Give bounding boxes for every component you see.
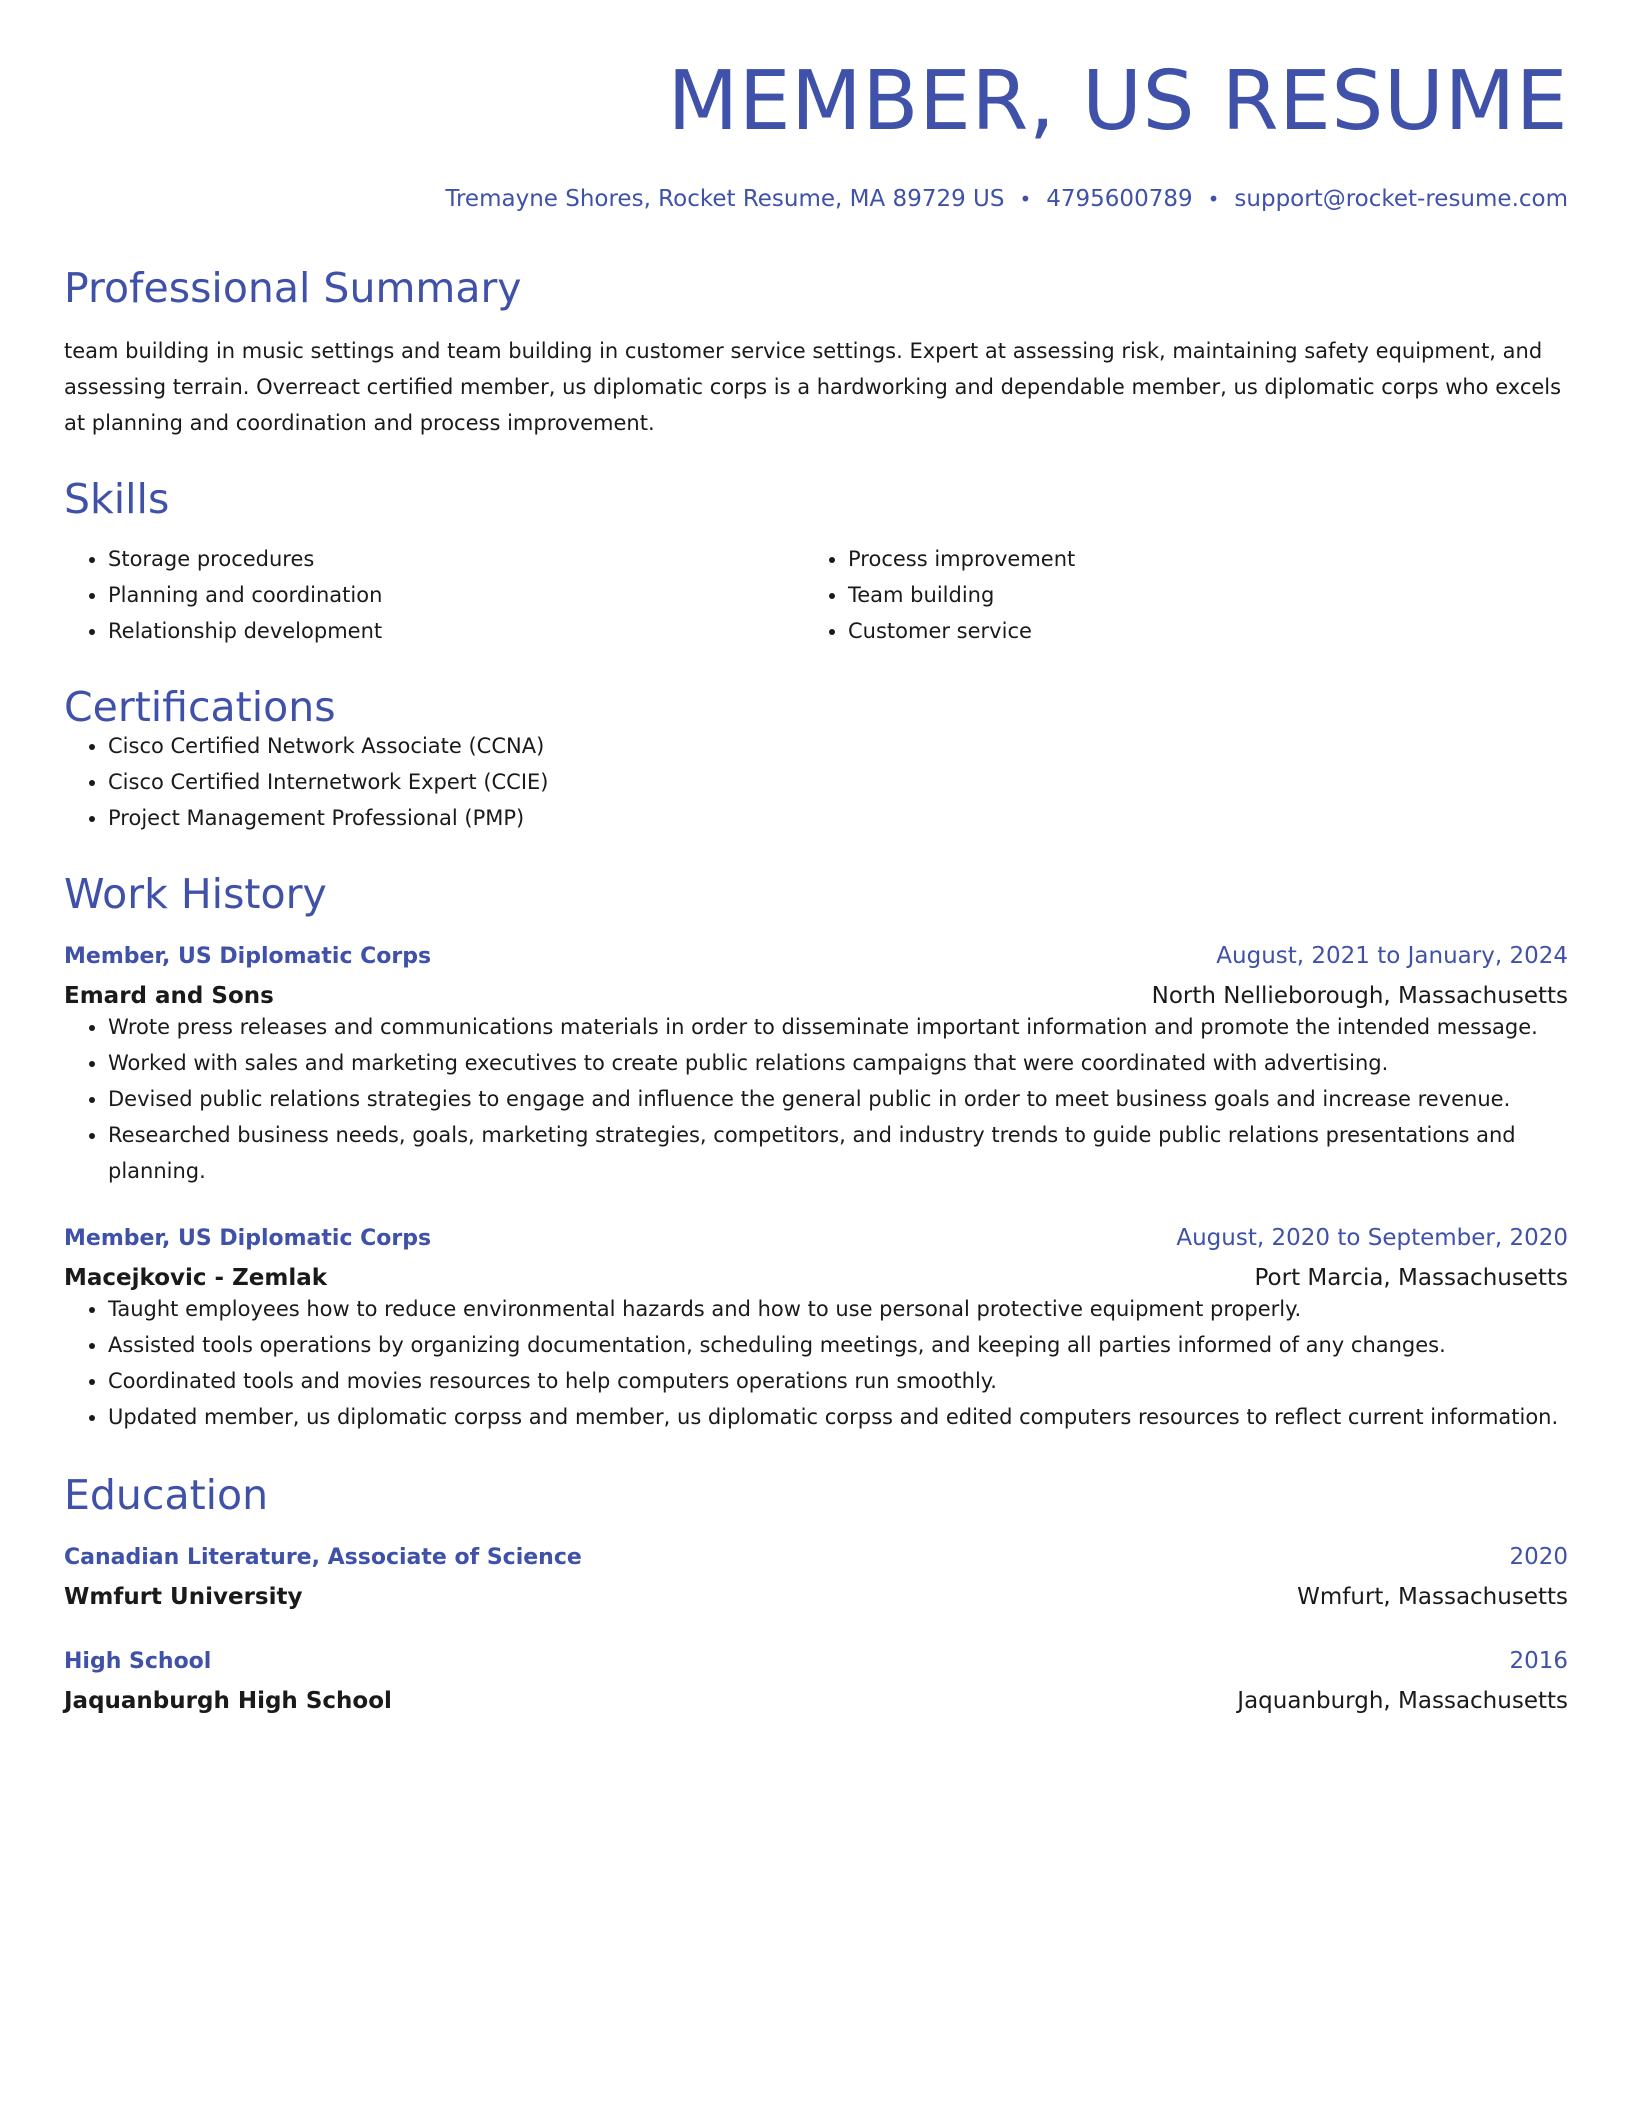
contact-line (64, 188, 1568, 211)
skill-item: • Customer service (848, 613, 1568, 649)
job-bullet: • Assisted tools operations by organizing documentation, scheduling meetings, and keeping all parties informed of any changes. (108, 1327, 1568, 1363)
skills-list-right (804, 541, 1568, 649)
education-year: 2016 (1509, 1648, 1568, 1674)
certification-item: • Cisco Certified Internetwork Expert (CCIE) (108, 764, 1568, 800)
job-company-row (64, 1265, 1568, 1291)
skills-section (64, 475, 1568, 649)
job-bullet: • Devised public relations strategies to engage and influence the general public in order to meet business goals and increase revenue. (108, 1081, 1568, 1117)
skill-item: • Process improvement (848, 541, 1568, 577)
education-section (64, 1471, 1568, 1714)
job-header-row (64, 1225, 1568, 1251)
job-location: North Nellieborough, Massachusetts (1151, 983, 1568, 1009)
education-school-row (64, 1688, 1568, 1714)
skills-grid (64, 541, 1568, 649)
education-degree: Canadian Literature, Associate of Science (64, 1545, 582, 1570)
job-entry (64, 1225, 1568, 1435)
section-title-summary: Professional Summary (64, 264, 522, 312)
skill-item: • Relationship development (108, 613, 804, 649)
section-title-skills: Skills (64, 475, 170, 523)
certification-item: • Cisco Certified Network Associate (CCNA) (108, 728, 1568, 764)
job-bullet: • Worked with sales and marketing executives to create public relations campaigns that were coordinated with advertising. (108, 1045, 1568, 1081)
contact-address: Tremayne Shores, Rocket Resume, MA 89729 US (445, 186, 1005, 212)
job-company-row (64, 983, 1568, 1009)
job-bullet: • Coordinated tools and movies resources to help computers operations run smoothly. (108, 1363, 1568, 1399)
job-location: Port Marcia, Massachusetts (1254, 1265, 1568, 1291)
education-entry (64, 1544, 1568, 1610)
contact-email: support@rocket-resume.com (1234, 186, 1568, 212)
job-bullet: • Wrote press releases and communications materials in order to disseminate important information and promote the intended message. (108, 1009, 1568, 1045)
job-bullet: • Researched business needs, goals, marketing strategies, competitors, and industry trends to guide public relations presentations and planning. (108, 1117, 1568, 1189)
job-bullets (64, 1291, 1568, 1435)
resume-header (64, 0, 1568, 211)
job-company: Macejkovic - Zemlak (64, 1265, 328, 1291)
job-dates: August, 2020 to September, 2020 (1176, 1225, 1568, 1251)
section-title-certifications: Certifications (64, 683, 336, 731)
summary-section (64, 264, 1568, 441)
education-header-row (64, 1648, 1568, 1674)
education-year: 2020 (1509, 1544, 1568, 1570)
certifications-list (64, 728, 1568, 836)
job-bullet: • Taught employees how to reduce environmental hazards and how to use personal protective equipment properly. (108, 1291, 1568, 1327)
education-location: Wmfurt, Massachusetts (1297, 1584, 1568, 1610)
education-degree: High School (64, 1649, 212, 1674)
job-header-row (64, 943, 1568, 969)
section-title-education: Education (64, 1471, 269, 1519)
job-dates: August, 2021 to January, 2024 (1216, 943, 1568, 969)
job-company: Emard and Sons (64, 983, 274, 1009)
work-history-section (64, 870, 1568, 1435)
skill-item: • Team building (848, 577, 1568, 613)
skills-list-left (64, 541, 804, 649)
contact-separator: • (1207, 187, 1220, 211)
job-entry (64, 943, 1568, 1189)
education-location: Jaquanburgh, Massachusetts (1237, 1688, 1568, 1714)
contact-phone: 4795600789 (1046, 186, 1193, 212)
job-role: Member, US Diplomatic Corps (64, 1226, 432, 1251)
summary-text: team building in music settings and team building in customer service settings. Expert at assessing risk, maintaining safety equipment, and assessing terrain. Overreact certified member, us diplomatic corps is a hardworking and dependable member, us diplomatic corps who excels at planning and coordination and process improvement. (64, 339, 1562, 435)
candidate-name: MEMBER, US RESUME (667, 54, 1568, 149)
section-title-work-history: Work History (64, 870, 327, 918)
education-school: Wmfurt University (64, 1584, 303, 1610)
education-header-row (64, 1544, 1568, 1570)
skill-item: • Storage procedures (108, 541, 804, 577)
job-role: Member, US Diplomatic Corps (64, 944, 432, 969)
job-bullet: • Updated member, us diplomatic corpss and member, us diplomatic corpss and edited computers resources to reflect current information. (108, 1399, 1568, 1435)
contact-separator: • (1019, 187, 1032, 211)
job-bullets (64, 1009, 1568, 1189)
education-entry (64, 1648, 1568, 1714)
skill-item: • Planning and coordination (108, 577, 804, 613)
education-school-row (64, 1584, 1568, 1610)
education-school: Jaquanburgh High School (64, 1688, 392, 1714)
certification-item: • Project Management Professional (PMP) (108, 800, 1568, 836)
certifications-section (64, 683, 1568, 836)
